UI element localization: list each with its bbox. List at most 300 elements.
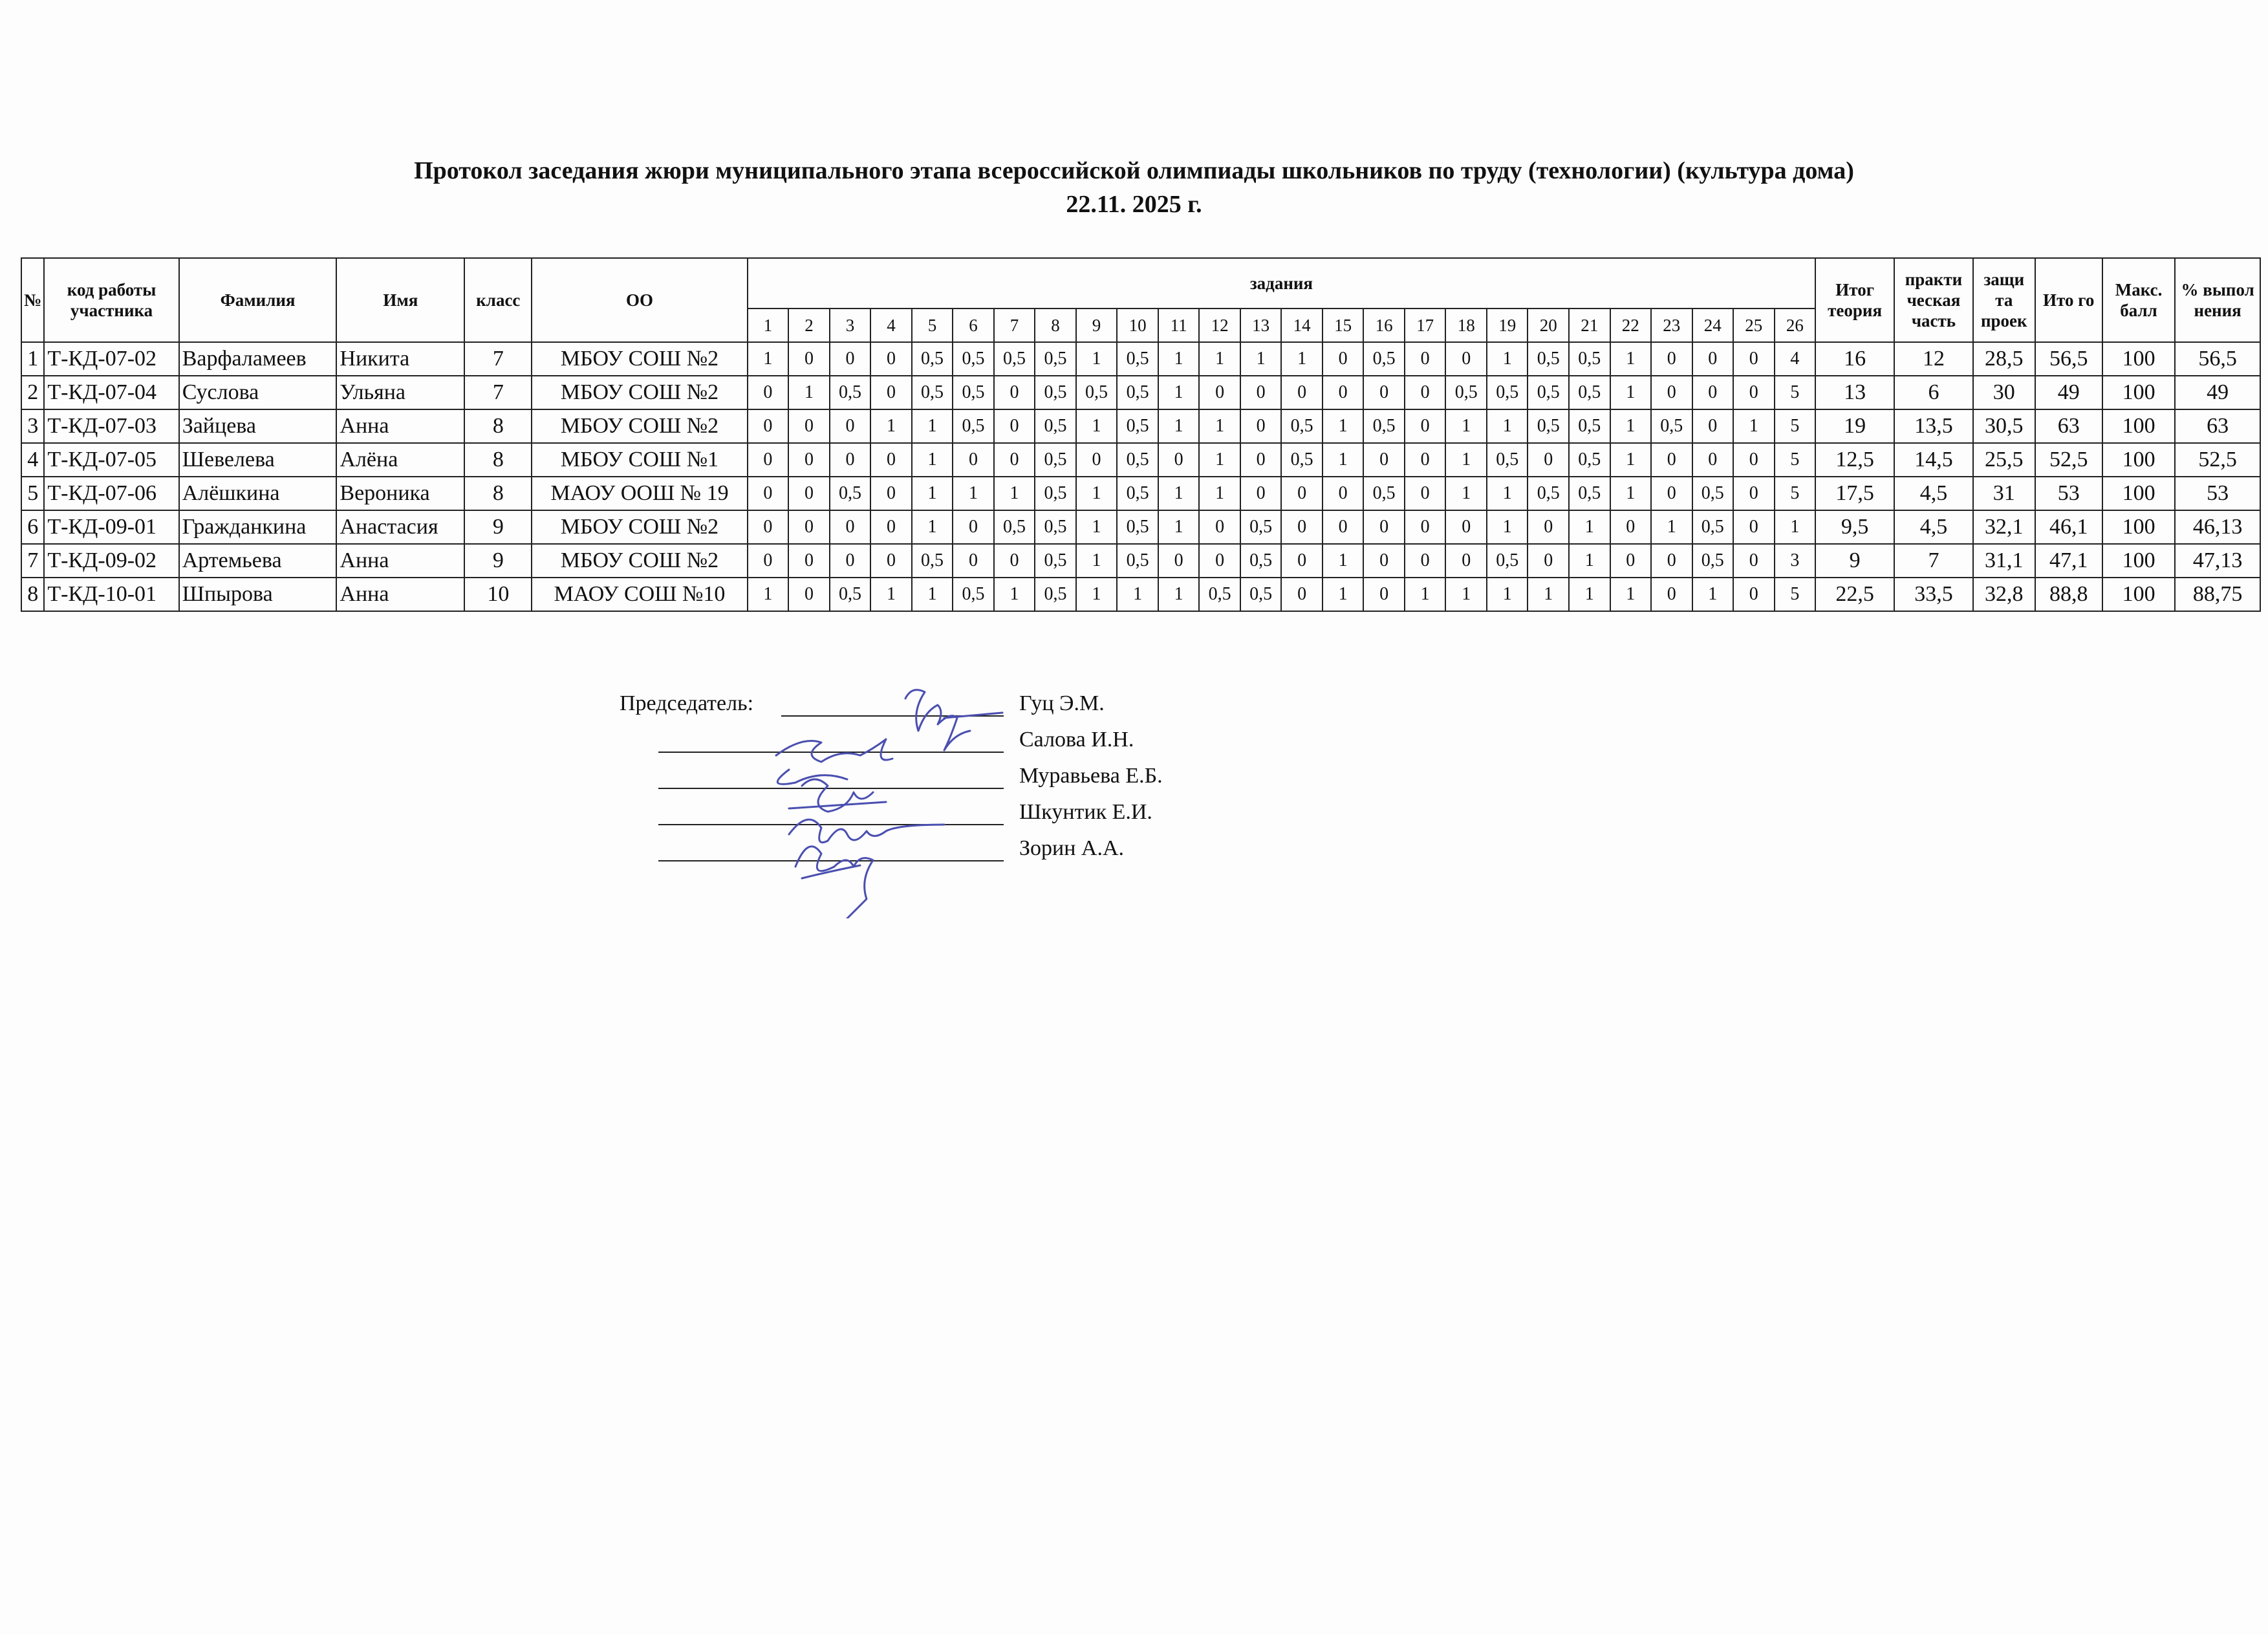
- header-task-number: 11: [1158, 309, 1200, 342]
- cell-grade: 8: [464, 409, 532, 443]
- cell-task-score: 0: [1733, 443, 1775, 477]
- header-task-number: 8: [1035, 309, 1076, 342]
- cell-max: 100: [2102, 342, 2175, 376]
- cell-code: Т-КД-10-01: [44, 578, 178, 611]
- cell-task-score: 1: [870, 409, 912, 443]
- cell-task-score: 0,5: [1281, 443, 1323, 477]
- cell-task-score: 0: [1651, 477, 1692, 510]
- cell-task-score: 0,5: [1363, 342, 1405, 376]
- cell-task-score: 1: [1610, 342, 1652, 376]
- cell-task-score: 1: [912, 477, 953, 510]
- cell-task-score: 1: [1610, 409, 1652, 443]
- cell-task-score: 0: [1405, 342, 1446, 376]
- cell-code: Т-КД-07-03: [44, 409, 178, 443]
- signature-scribble: [776, 739, 892, 785]
- cell-task-score: 1: [1076, 477, 1118, 510]
- cell-task-score: 0: [1323, 510, 1364, 544]
- cell-task-score: 5: [1775, 409, 1816, 443]
- cell-task-score: 0,5: [912, 342, 953, 376]
- signature-row: [0, 758, 2268, 794]
- table-row: [21, 544, 2260, 578]
- cell-task-score: 1: [1158, 578, 1200, 611]
- cell-task-score: 1: [1445, 443, 1487, 477]
- cell-task-score: 0: [1610, 510, 1652, 544]
- cell-task-score: 1: [748, 342, 789, 376]
- cell-task-score: 0: [830, 510, 871, 544]
- cell-task-score: 1: [788, 376, 830, 409]
- cell-task-score: 0: [788, 544, 830, 578]
- cell-task-score: 0: [1733, 510, 1775, 544]
- cell-task-score: 0: [1405, 409, 1446, 443]
- cell-task-score: 5: [1775, 443, 1816, 477]
- cell-task-score: 0: [1733, 544, 1775, 578]
- cell-task-score: 0: [953, 510, 994, 544]
- cell-num: 5: [21, 477, 44, 510]
- cell-task-score: 1: [1199, 342, 1240, 376]
- cell-task-score: 0: [1281, 578, 1323, 611]
- cell-task-score: 0: [1528, 443, 1569, 477]
- cell-task-score: 0: [788, 477, 830, 510]
- cell-school: МАОУ СОШ №10: [532, 578, 747, 611]
- cell-task-score: 0,5: [1117, 409, 1158, 443]
- cell-task-score: 0,5: [1035, 376, 1076, 409]
- cell-task-score: 0: [1651, 443, 1692, 477]
- cell-name: Алёна: [336, 443, 464, 477]
- cell-task-score: 0: [870, 376, 912, 409]
- cell-task-score: 0,5: [1240, 510, 1282, 544]
- cell-task-score: 0: [1733, 342, 1775, 376]
- cell-school: МБОУ СОШ №2: [532, 409, 747, 443]
- header-practical: практи ческая часть: [1894, 258, 1973, 342]
- cell-task-score: 0: [1363, 544, 1405, 578]
- cell-task-score: 0: [1445, 342, 1487, 376]
- cell-task-score: 0: [1405, 477, 1446, 510]
- cell-task-score: 0: [830, 342, 871, 376]
- cell-task-score: 1: [1323, 409, 1364, 443]
- cell-task-score: 0: [1651, 342, 1692, 376]
- member-name: Муравьева Е.Б.: [1019, 764, 1163, 788]
- header-percent: % выпол нения: [2175, 258, 2260, 342]
- cell-task-score: 0: [1281, 510, 1323, 544]
- cell-project: 30,5: [1973, 409, 2035, 443]
- cell-task-score: 1: [748, 578, 789, 611]
- cell-surname: Гражданкина: [179, 510, 337, 544]
- cell-task-score: 1: [1610, 578, 1652, 611]
- cell-task-score: 0: [830, 544, 871, 578]
- cell-task-score: 0: [1405, 443, 1446, 477]
- cell-task-score: 0: [1405, 544, 1446, 578]
- cell-task-score: 1: [1281, 342, 1323, 376]
- table-row: [21, 409, 2260, 443]
- header-task-number: 22: [1610, 309, 1652, 342]
- cell-max: 100: [2102, 376, 2175, 409]
- cell-project: 32,1: [1973, 510, 2035, 544]
- cell-task-score: 1: [1733, 409, 1775, 443]
- header-name: Имя: [336, 258, 464, 342]
- cell-theory: 9,5: [1815, 510, 1894, 544]
- table-row: [21, 443, 2260, 477]
- cell-max: 100: [2102, 477, 2175, 510]
- cell-task-score: 0,5: [1528, 342, 1569, 376]
- cell-task-score: 0,5: [1569, 342, 1610, 376]
- cell-task-score: 1: [953, 477, 994, 510]
- header-task-number: 7: [994, 309, 1035, 342]
- signature-row: [0, 830, 2268, 867]
- cell-task-score: 0,5: [1117, 376, 1158, 409]
- cell-task-score: 0: [1240, 376, 1282, 409]
- chair-label: Председатель:: [620, 691, 754, 715]
- cell-task-score: 1: [1076, 578, 1118, 611]
- cell-task-score: 1: [1158, 376, 1200, 409]
- cell-task-score: 0,5: [953, 342, 994, 376]
- signature-row: [0, 794, 2268, 830]
- cell-percent: 63: [2175, 409, 2260, 443]
- cell-task-score: 0: [1240, 409, 1282, 443]
- cell-task-score: 4: [1775, 342, 1816, 376]
- cell-theory: 17,5: [1815, 477, 1894, 510]
- cell-grade: 9: [464, 510, 532, 544]
- cell-task-score: 1: [1528, 578, 1569, 611]
- cell-task-score: 0,5: [912, 376, 953, 409]
- cell-percent: 88,75: [2175, 578, 2260, 611]
- cell-code: Т-КД-09-01: [44, 510, 178, 544]
- header-task-number: 16: [1363, 309, 1405, 342]
- cell-task-score: 0,5: [1076, 376, 1118, 409]
- cell-task-score: 0: [748, 376, 789, 409]
- cell-grade: 10: [464, 578, 532, 611]
- cell-task-score: 3: [1775, 544, 1816, 578]
- cell-num: 6: [21, 510, 44, 544]
- cell-school: МБОУ СОШ №1: [532, 443, 747, 477]
- cell-task-score: 0: [748, 544, 789, 578]
- cell-task-score: 1: [1405, 578, 1446, 611]
- cell-task-score: 0: [994, 376, 1035, 409]
- header-task-number: 14: [1281, 309, 1323, 342]
- cell-task-score: 0: [1445, 510, 1487, 544]
- cell-task-score: 1: [1323, 544, 1364, 578]
- cell-grade: 7: [464, 376, 532, 409]
- header-task-number: 2: [788, 309, 830, 342]
- cell-task-score: 0,5: [1569, 409, 1610, 443]
- cell-task-score: 1: [1240, 342, 1282, 376]
- cell-task-score: 0,5: [1487, 544, 1528, 578]
- cell-task-score: 1: [994, 578, 1035, 611]
- cell-task-score: 0: [1199, 376, 1240, 409]
- member-name: Гуц Э.М.: [1019, 691, 1105, 715]
- table-row: [21, 477, 2260, 510]
- table-row: [21, 578, 2260, 611]
- cell-task-score: 5: [1775, 477, 1816, 510]
- cell-task-score: 0: [748, 510, 789, 544]
- cell-surname: Шпырова: [179, 578, 337, 611]
- cell-total: 53: [2035, 477, 2102, 510]
- cell-task-score: 0: [788, 342, 830, 376]
- cell-task-score: 0: [1651, 578, 1692, 611]
- cell-task-score: 0: [748, 443, 789, 477]
- cell-task-score: 1: [912, 443, 953, 477]
- cell-task-score: 1: [1569, 578, 1610, 611]
- cell-task-score: 0,5: [953, 578, 994, 611]
- cell-task-score: 5: [1775, 376, 1816, 409]
- cell-task-score: 0,5: [1035, 342, 1076, 376]
- cell-task-score: 1: [912, 578, 953, 611]
- cell-num: 2: [21, 376, 44, 409]
- cell-task-score: 0,5: [1035, 477, 1076, 510]
- cell-task-score: 1: [1158, 510, 1200, 544]
- cell-practical: 4,5: [1894, 510, 1973, 544]
- header-project: защи та проек: [1973, 258, 2035, 342]
- signature-scribble: [789, 779, 886, 812]
- cell-max: 100: [2102, 544, 2175, 578]
- cell-task-score: 0: [788, 443, 830, 477]
- cell-code: Т-КД-09-02: [44, 544, 178, 578]
- cell-task-score: 0: [1528, 510, 1569, 544]
- cell-task-score: 0: [788, 510, 830, 544]
- cell-task-score: 0: [1692, 342, 1734, 376]
- cell-task-score: 0,5: [1117, 477, 1158, 510]
- cell-practical: 13,5: [1894, 409, 1973, 443]
- cell-theory: 9: [1815, 544, 1894, 578]
- header-task-number: 26: [1775, 309, 1816, 342]
- cell-project: 31,1: [1973, 544, 2035, 578]
- cell-task-score: 1: [1076, 409, 1118, 443]
- cell-percent: 53: [2175, 477, 2260, 510]
- cell-task-score: 0: [1733, 477, 1775, 510]
- cell-task-score: 0: [994, 544, 1035, 578]
- cell-task-score: 0: [1281, 544, 1323, 578]
- cell-task-score: 0: [788, 409, 830, 443]
- cell-task-score: 0: [1323, 477, 1364, 510]
- cell-name: Вероника: [336, 477, 464, 510]
- cell-num: 3: [21, 409, 44, 443]
- cell-task-score: 1: [1775, 510, 1816, 544]
- cell-surname: Суслова: [179, 376, 337, 409]
- cell-task-score: 0,5: [1569, 376, 1610, 409]
- cell-max: 100: [2102, 510, 2175, 544]
- cell-school: МАОУ ООШ № 19: [532, 477, 747, 510]
- cell-task-score: 0: [1158, 544, 1200, 578]
- cell-task-score: 0: [994, 409, 1035, 443]
- cell-task-score: 0: [748, 409, 789, 443]
- cell-task-score: 0,5: [1281, 409, 1323, 443]
- header-total: Ито го: [2035, 258, 2102, 342]
- cell-task-score: 0: [1199, 544, 1240, 578]
- cell-task-score: 0: [1158, 443, 1200, 477]
- cell-num: 8: [21, 578, 44, 611]
- cell-task-score: 0,5: [1035, 510, 1076, 544]
- cell-name: Никита: [336, 342, 464, 376]
- cell-task-score: 0,5: [1363, 477, 1405, 510]
- cell-surname: Алёшкина: [179, 477, 337, 510]
- cell-task-score: 0: [1405, 510, 1446, 544]
- cell-task-score: 0,5: [1117, 443, 1158, 477]
- header-task-number: 1: [748, 309, 789, 342]
- cell-task-score: 0,5: [1240, 544, 1282, 578]
- cell-task-score: 0,5: [1363, 409, 1405, 443]
- cell-percent: 52,5: [2175, 443, 2260, 477]
- cell-task-score: 0,5: [1692, 510, 1734, 544]
- cell-max: 100: [2102, 443, 2175, 477]
- header-task-number: 9: [1076, 309, 1118, 342]
- header-task-number: 17: [1405, 309, 1446, 342]
- cell-total: 56,5: [2035, 342, 2102, 376]
- cell-task-score: 0: [870, 342, 912, 376]
- cell-task-score: 0: [1323, 376, 1364, 409]
- cell-total: 49: [2035, 376, 2102, 409]
- cell-task-score: 0,5: [1035, 443, 1076, 477]
- cell-task-score: 1: [1158, 342, 1200, 376]
- cell-task-score: 1: [1692, 578, 1734, 611]
- header-task-number: 24: [1692, 309, 1734, 342]
- cell-task-score: 0,5: [1528, 376, 1569, 409]
- member-name: Салова И.Н.: [1019, 728, 1134, 752]
- signature-row-chair: [0, 686, 2268, 722]
- cell-grade: 8: [464, 477, 532, 510]
- title-date: 22.11. 2025 г.: [1066, 191, 1202, 218]
- signature-row: [0, 722, 2268, 758]
- cell-task-score: 1: [1076, 510, 1118, 544]
- cell-task-score: 1: [1445, 578, 1487, 611]
- cell-task-score: 0: [1405, 376, 1446, 409]
- cell-task-score: 0: [1240, 477, 1282, 510]
- cell-surname: Варфаламеев: [179, 342, 337, 376]
- cell-surname: Зайцева: [179, 409, 337, 443]
- cell-task-score: 0: [788, 578, 830, 611]
- cell-task-score: 1: [1158, 409, 1200, 443]
- header-task-number: 13: [1240, 309, 1282, 342]
- cell-task-score: 0: [870, 443, 912, 477]
- cell-task-score: 1: [1487, 342, 1528, 376]
- cell-school: МБОУ СОШ №2: [532, 376, 747, 409]
- cell-project: 28,5: [1973, 342, 2035, 376]
- handwritten-signatures: [750, 673, 1048, 918]
- cell-task-score: 0,5: [1445, 376, 1487, 409]
- cell-task-score: 0: [1445, 544, 1487, 578]
- cell-task-score: 0: [1281, 376, 1323, 409]
- header-task-number: 25: [1733, 309, 1775, 342]
- cell-task-score: 0: [994, 443, 1035, 477]
- cell-task-score: 1: [1487, 510, 1528, 544]
- cell-num: 7: [21, 544, 44, 578]
- cell-task-score: 0,5: [1117, 544, 1158, 578]
- cell-task-score: 1: [1323, 443, 1364, 477]
- cell-task-score: 0: [870, 477, 912, 510]
- results-table: [21, 257, 2261, 612]
- cell-task-score: 0,5: [1035, 409, 1076, 443]
- header-task-number: 23: [1651, 309, 1692, 342]
- header-task-number: 3: [830, 309, 871, 342]
- cell-task-score: 1: [1199, 477, 1240, 510]
- cell-theory: 22,5: [1815, 578, 1894, 611]
- cell-theory: 13: [1815, 376, 1894, 409]
- cell-total: 46,1: [2035, 510, 2102, 544]
- cell-total: 47,1: [2035, 544, 2102, 578]
- cell-task-score: 0: [870, 544, 912, 578]
- cell-task-score: 0: [1651, 544, 1692, 578]
- cell-practical: 7: [1894, 544, 1973, 578]
- title-line-1: Протокол заседания жюри муниципального этапа всероссийской олимпиады школьников по труду (технологии) (культура дома): [414, 157, 1854, 184]
- cell-task-score: 0: [1363, 443, 1405, 477]
- cell-surname: Шевелева: [179, 443, 337, 477]
- cell-task-score: 1: [1610, 376, 1652, 409]
- cell-task-score: 0: [1528, 544, 1569, 578]
- cell-task-score: 0,5: [1487, 443, 1528, 477]
- cell-task-score: 0,5: [1487, 376, 1528, 409]
- header-surname: Фамилия: [179, 258, 337, 342]
- cell-task-score: 1: [1651, 510, 1692, 544]
- cell-task-score: 1: [1199, 443, 1240, 477]
- signature-scribble: [789, 819, 944, 842]
- cell-task-score: 0: [1610, 544, 1652, 578]
- cell-task-score: 1: [870, 578, 912, 611]
- cell-task-score: 0,5: [1569, 477, 1610, 510]
- cell-task-score: 1: [912, 409, 953, 443]
- cell-task-score: 0,5: [1692, 544, 1734, 578]
- cell-task-score: 0,5: [830, 477, 871, 510]
- cell-task-score: 0: [830, 443, 871, 477]
- cell-theory: 16: [1815, 342, 1894, 376]
- header-code: код работы участника: [44, 258, 178, 342]
- cell-task-score: 0: [1240, 443, 1282, 477]
- header-tasks: задания: [748, 258, 1816, 309]
- cell-percent: 49: [2175, 376, 2260, 409]
- cell-total: 52,5: [2035, 443, 2102, 477]
- cell-task-score: 0,5: [994, 510, 1035, 544]
- cell-surname: Артемьева: [179, 544, 337, 578]
- cell-task-score: 0: [953, 544, 994, 578]
- cell-task-score: 1: [1487, 477, 1528, 510]
- cell-project: 32,8: [1973, 578, 2035, 611]
- cell-name: Ульяна: [336, 376, 464, 409]
- cell-task-score: 0,5: [953, 409, 994, 443]
- table-row: [21, 342, 2260, 376]
- member-name: Зорин А.А.: [1019, 836, 1125, 860]
- cell-task-score: 0,5: [1035, 544, 1076, 578]
- cell-code: Т-КД-07-06: [44, 477, 178, 510]
- cell-practical: 33,5: [1894, 578, 1973, 611]
- cell-task-score: 0: [1363, 376, 1405, 409]
- cell-task-score: 1: [1445, 477, 1487, 510]
- cell-task-score: 0,5: [830, 578, 871, 611]
- cell-task-score: 1: [1117, 578, 1158, 611]
- member-name: Шкунтик Е.И.: [1019, 800, 1152, 824]
- cell-task-score: 1: [1487, 409, 1528, 443]
- cell-task-score: 0: [830, 409, 871, 443]
- cell-task-score: 0: [1363, 578, 1405, 611]
- signature-scribble: [795, 847, 873, 918]
- cell-task-score: 1: [1076, 544, 1118, 578]
- cell-task-score: 0,5: [1528, 477, 1569, 510]
- cell-task-score: 0: [1363, 510, 1405, 544]
- cell-task-score: 1: [1445, 409, 1487, 443]
- cell-percent: 47,13: [2175, 544, 2260, 578]
- cell-task-score: 1: [1076, 342, 1118, 376]
- cell-total: 88,8: [2035, 578, 2102, 611]
- header-task-number: 21: [1569, 309, 1610, 342]
- cell-task-score: 1: [1610, 443, 1652, 477]
- header-task-number: 10: [1117, 309, 1158, 342]
- header-num: №: [21, 258, 44, 342]
- header-task-number: 20: [1528, 309, 1569, 342]
- document-title: [0, 154, 2268, 221]
- cell-task-score: 0,5: [1651, 409, 1692, 443]
- cell-task-score: 1: [912, 510, 953, 544]
- cell-task-score: 1: [1199, 409, 1240, 443]
- cell-name: Анна: [336, 409, 464, 443]
- cell-task-score: 0: [1323, 342, 1364, 376]
- cell-task-score: 0,5: [1117, 342, 1158, 376]
- cell-practical: 4,5: [1894, 477, 1973, 510]
